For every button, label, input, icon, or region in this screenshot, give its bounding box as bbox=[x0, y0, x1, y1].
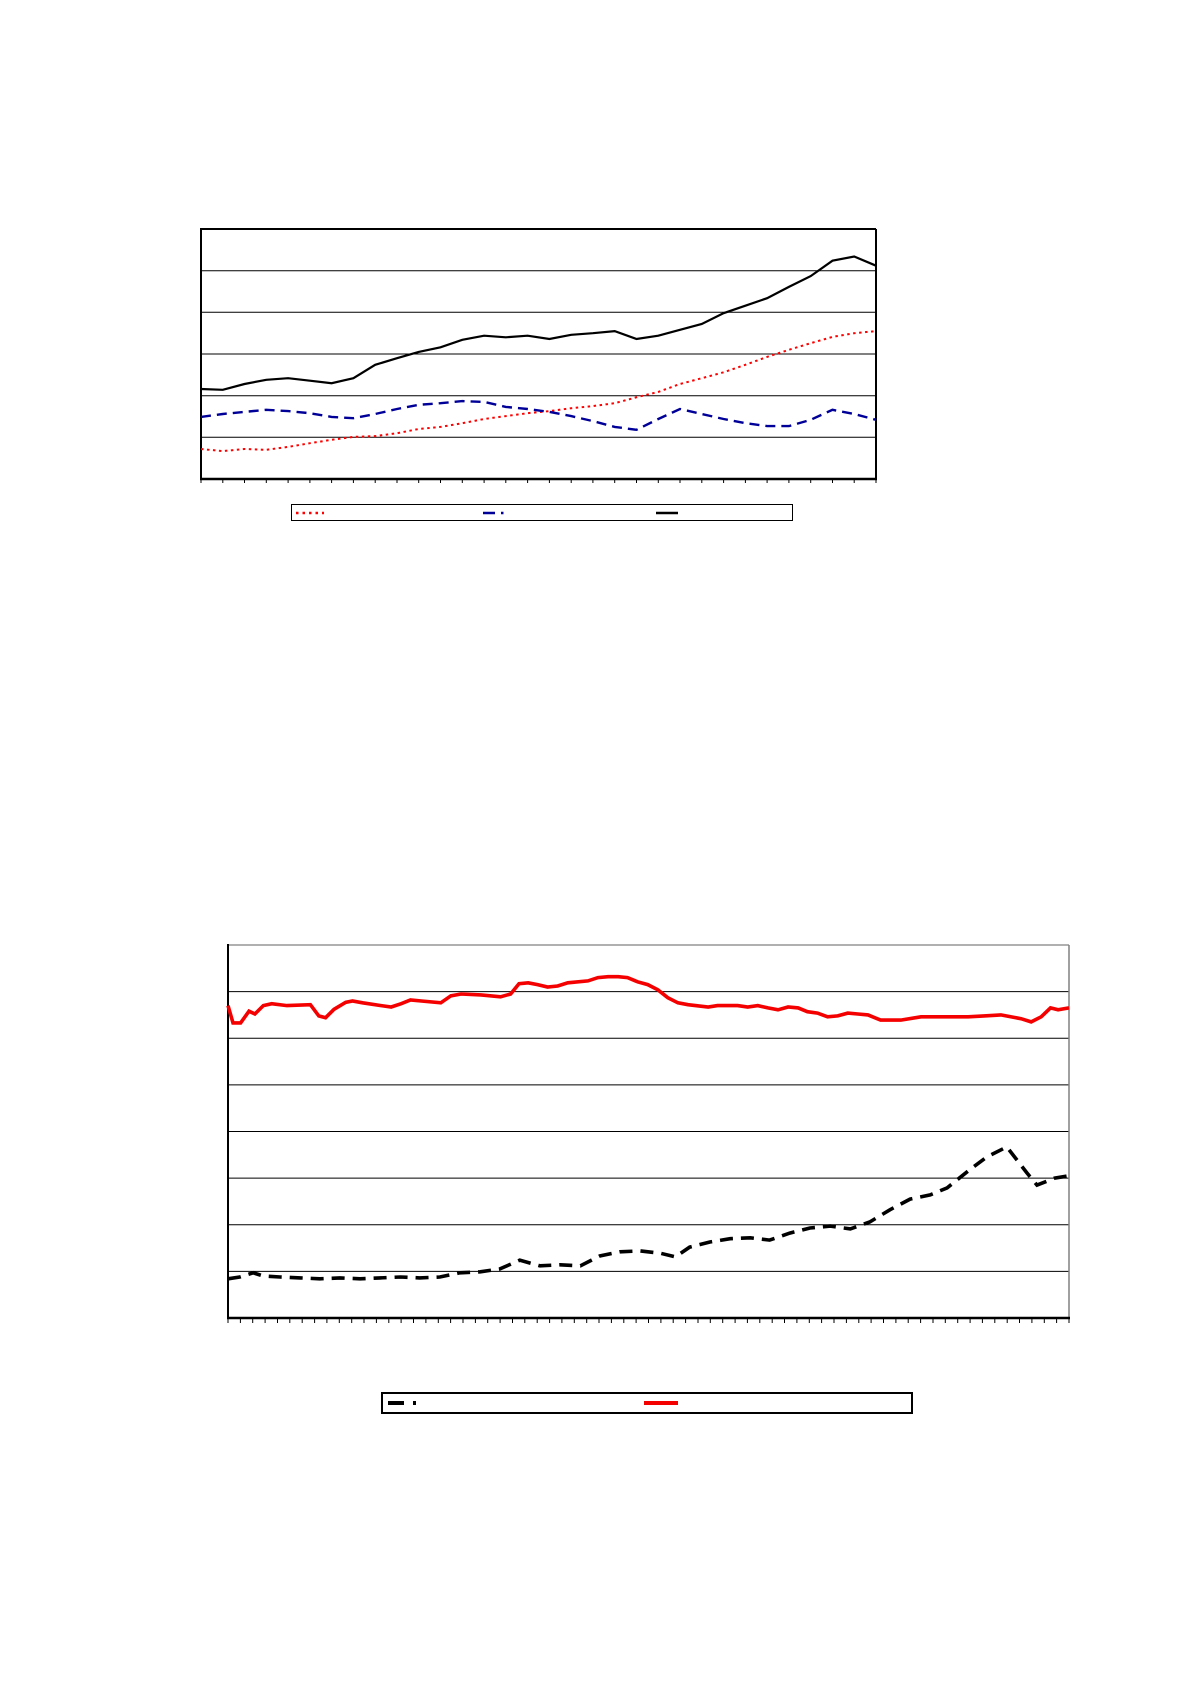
series-black-solid bbox=[201, 257, 876, 390]
legend-entry-dotted bbox=[296, 509, 329, 517]
legend-key-solid-icon bbox=[644, 1399, 678, 1407]
legend-entry-dash-dot bbox=[388, 1399, 426, 1407]
series-black-dashed bbox=[228, 1147, 1069, 1279]
bottom-chart-legend bbox=[381, 1392, 913, 1414]
legend-key-dash-dot-icon bbox=[388, 1399, 421, 1407]
legend-entry-solid bbox=[644, 1399, 683, 1407]
top-line-chart-plot bbox=[199, 227, 878, 487]
legend-key-dash-dot-icon bbox=[483, 509, 509, 517]
series-red-dotted bbox=[201, 331, 876, 451]
bottom-line-chart-plot bbox=[226, 943, 1071, 1325]
legend-entry-dash-dot bbox=[483, 509, 514, 517]
top-chart-legend bbox=[291, 504, 793, 521]
series-blue-dashed bbox=[201, 401, 876, 430]
legend-key-solid-icon bbox=[656, 509, 678, 517]
legend-key-dotted-icon bbox=[296, 509, 324, 517]
series-red-solid bbox=[228, 977, 1069, 1023]
legend-entry-solid bbox=[656, 509, 683, 517]
